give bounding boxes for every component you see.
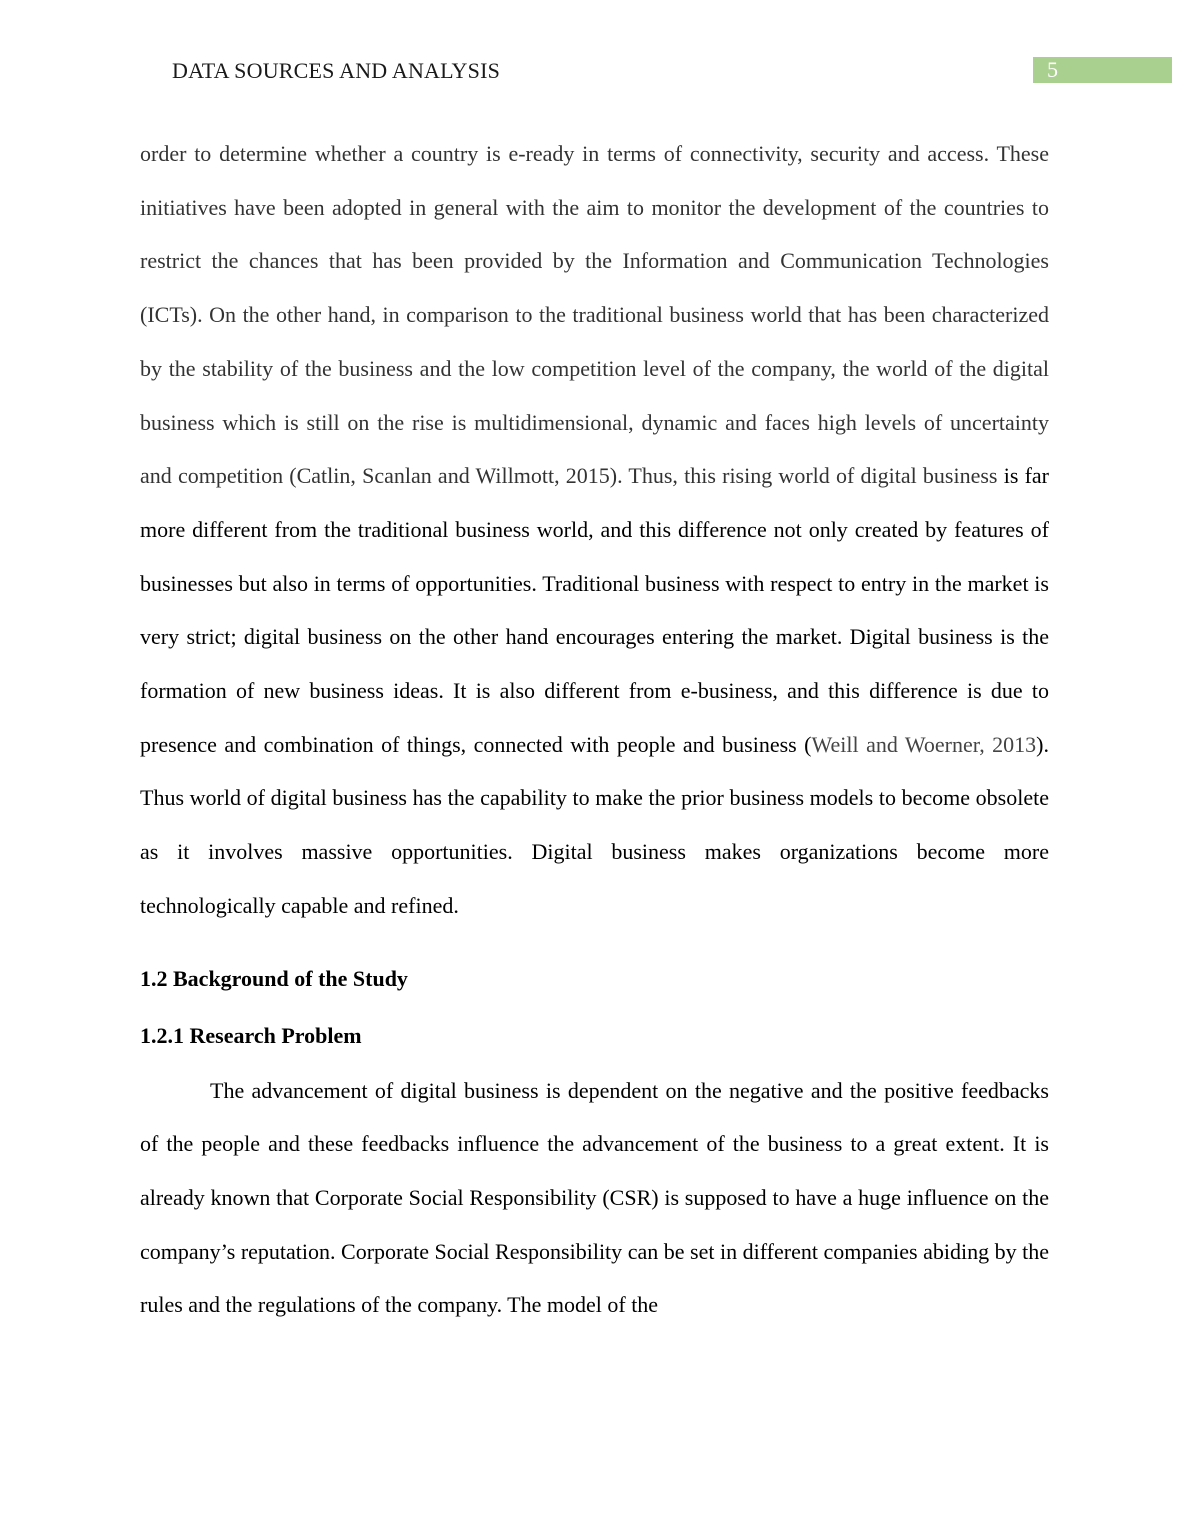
- page-number: 5: [1047, 57, 1058, 82]
- citation-text: Weill and Woerner, 2013: [811, 731, 1037, 757]
- paragraph-text-gray: order to determine whether a country is e-ready in terms of connectivity, security and access. These initiatives have been adopted in general with the aim to monitor the development of the countries to restrict the chances that has been provided by the Information and Communication Technologies (ICTs). On the other hand, in comparison to the traditional business world that has been characterized by the stability of the business and the low competition level of the company, the world of the digital business which is still on the rise is multidimensional, dynamic and faces high levels of uncertainty and competition (Catlin, Scanlan and Willmott, 2015). Thus, this rising world of digital business: [140, 141, 1049, 489]
- section-heading: 1.2 Background of the Study: [140, 965, 408, 991]
- subsection-heading: 1.2.1 Research Problem: [140, 1022, 362, 1048]
- running-header-title: DATA SOURCES AND ANALYSIS: [172, 58, 501, 83]
- body-text: [140, 127, 1049, 1332]
- paragraph-text-end: ). Thus world of digital business has the capability to make the prior business models to become obsolete as it involves massive opportunities. Digital business makes organizations become more technologically capable and refined.: [140, 731, 1049, 918]
- paragraph-text: is far more different from the traditional business world, and this difference not only created by features of businesses but also in terms of opportunities. Traditional business with respect to entry in the market is very strict; digital business on the other hand encourages entering the market. Digital business is the formation of new business ideas. It is also different from e-business, and this difference is due to presence and combination of things, connected with people and business (: [140, 463, 1050, 757]
- research-problem-paragraph: The advancement of digital business is dependent on the negative and the positive feedbacks of the people and these feedbacks influence the advancement of the business to a great extent. It is already known that Corporate Social Responsibility (CSR) is supposed to have a huge influence on the company’s reputation. Corporate Social Responsibility can be set in different companies abiding by the rules and the regulations of the company. The model of the: [140, 1077, 1049, 1318]
- paragraph-continued: [140, 127, 1049, 933]
- page-number-band: [1033, 57, 1172, 83]
